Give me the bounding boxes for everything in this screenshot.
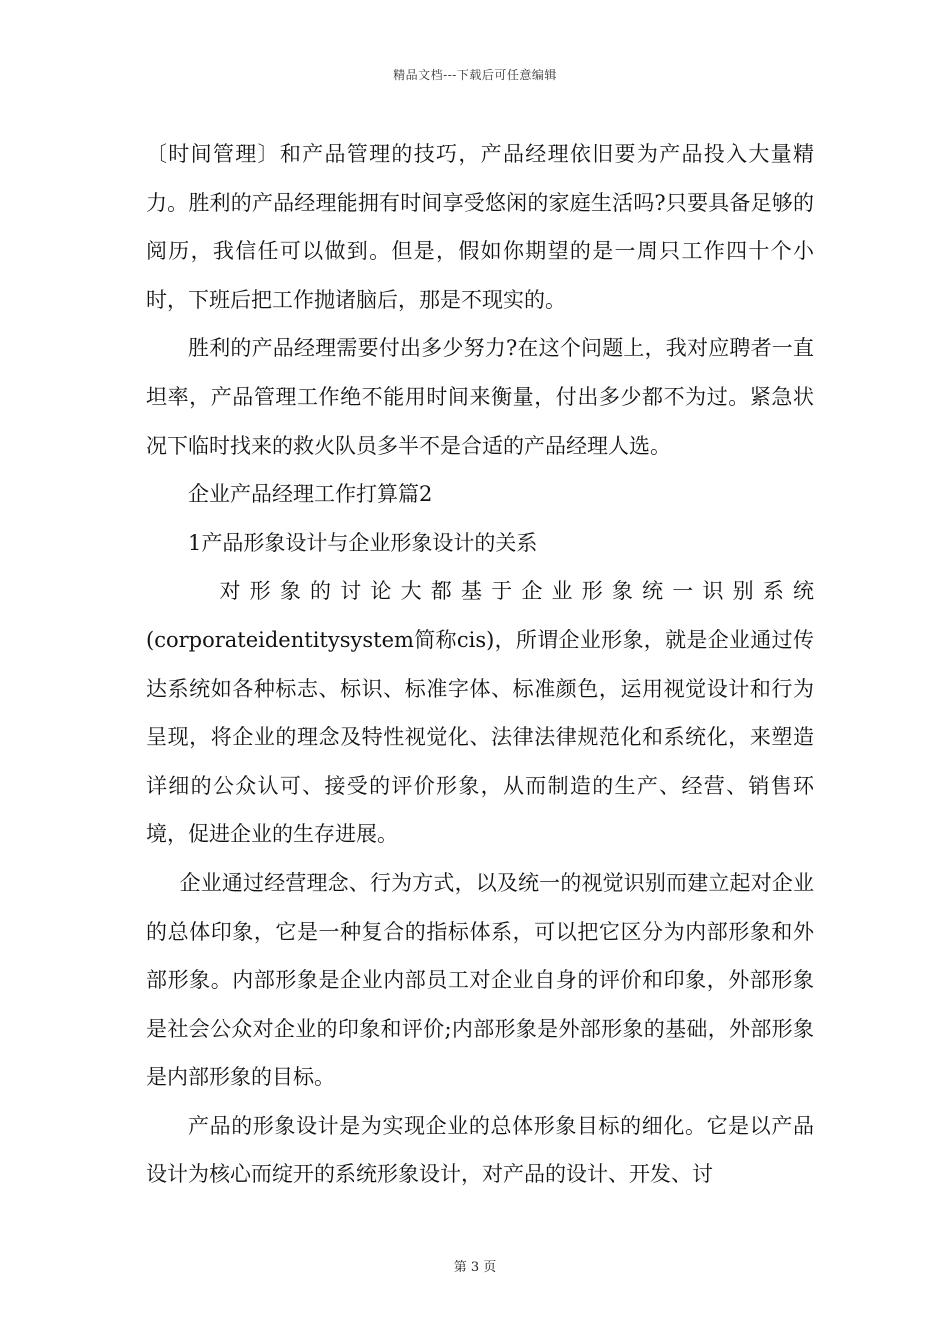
page-header: 精品文档---下载后可任意编辑 [393,68,557,82]
paragraph-3: 对形象的讨论大都基于企业形象统一识别系统(corporateidentitysystem简称cis)，所谓企业形象，就是企业通过传达系统如各种标志、标识、标准字体、标准颜色，运用视觉设计和行为呈现，将企业的理念及特性视觉化、法律法律规范化和系统化，来塑造详细的公众认可、接受的评价形象，从而制造的生产、经营、销售环境，促进企业的生存进展。 [146,579,814,847]
section-heading: 企业产品经理工作打算篇2 [188,482,433,507]
subsection-heading: 1产品形象设计与企业形象设计的关系 [188,530,538,555]
paragraph-2: 胜利的产品经理需要付出多少努力?在这个问题上，我对应聘者一直坦率，产品管理工作绝不能用时间来衡量，付出多少都不为过。紧急状况下临时找来的救火队员多半不是合适的产品经理人选。 [146,336,814,458]
paragraph-1: 〔时间管理〕和产品管理的技巧，产品经理依旧要为产品投入大量精力。胜利的产品经理能拥有时间享受悠闲的家庭生活吗?只要具备足够的阅历，我信任可以做到。但是，假如你期望的是一周只工作四十个小时，下班后把工作抛诸脑后，那是不现实的。 [146,142,814,312]
page-number: 第 3 页 [453,1260,497,1275]
document-body [146,130,814,1199]
paragraph-5: 产品的形象设计是为实现企业的总体形象目标的细化。它是以产品设计为核心而绽开的系统形象设计，对产品的设计、开发、讨 [146,1113,814,1187]
paragraph-4: 企业通过经营理念、行为方式，以及统一的视觉识别而建立起对企业的总体印象，它是一种复合的指标体系，可以把它区分为内部形象和外部形象。内部形象是企业内部员工对企业自身的评价和印象，外部形象是社会公众对企业的印象和评价;内部形象是外部形象的基础，外部形象是内部形象的目标。 [146,870,814,1090]
